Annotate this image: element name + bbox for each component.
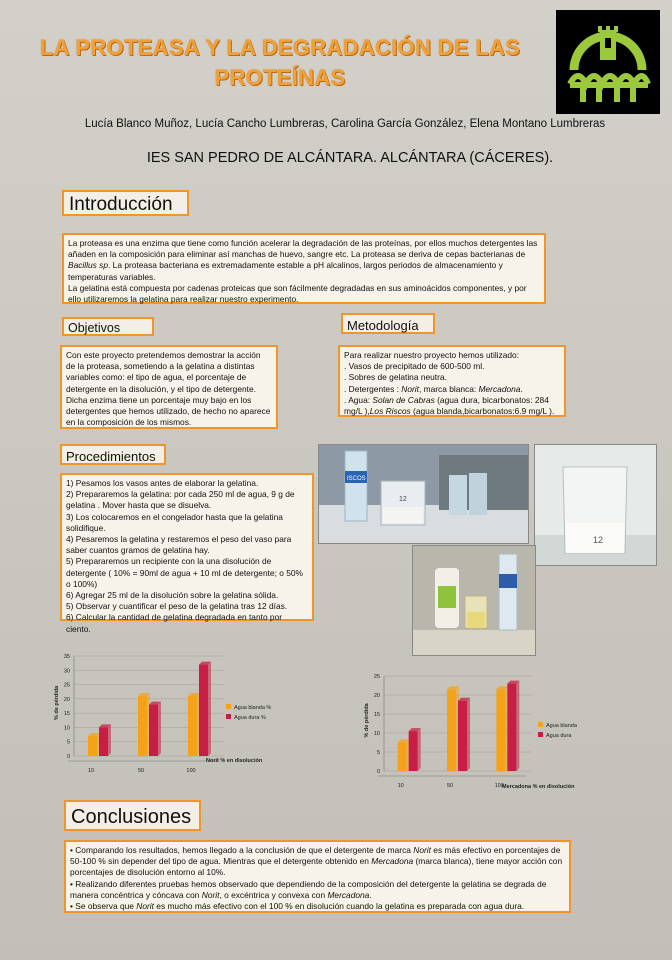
metodologia-heading: Metodología: [341, 313, 435, 334]
met-l5i2: Los Riscos: [369, 406, 411, 417]
met-l4i: Norit: [401, 383, 419, 394]
c2c: .: [369, 889, 372, 900]
y-tick-label: 30: [63, 668, 70, 675]
school-logo: [556, 10, 660, 114]
proc-step: 1) Pesamos los vasos antes de elaborar la gelatina.: [66, 478, 259, 488]
chart-mercadona: [340, 666, 580, 792]
proc-step: 4) Pesaremos la gelatina y restaremos el peso del vaso para saber cuantos gramos de gelatina hay.: [66, 534, 292, 556]
c3b: es mucho más efectivo con el 100 % en disolución cuando la gelatina es preparada con agua dura.: [153, 901, 525, 912]
c2i2: Mercadona: [327, 889, 370, 900]
bar-agua-dura: [507, 684, 516, 771]
poster-title: LA PROTEASA Y LA DEGRADACIÓN DE LAS PROTEÍNAS: [39, 35, 521, 90]
conclusion-bullet-2: [70, 879, 565, 901]
bar-side: [108, 724, 111, 756]
met-l4i2: Mercadona: [478, 383, 521, 394]
proc-step: 6) Calcular la cantidad de gelatina degradada en tanto por ciento.: [66, 612, 283, 634]
legend-swatch: [538, 722, 543, 727]
intro-text-a: La proteasa es una enzima que tiene como función acelerar la degradación de las proteínas, por ellos muchos detergentes las añaden en la composición para eliminar así manchas de huevo, sangre etc. La proteasa se deriva de cepas bacterianas de: [68, 238, 538, 260]
y-tick-label: 35: [63, 654, 70, 660]
y-tick-label: 25: [63, 682, 70, 689]
c3i: Norit: [136, 901, 154, 912]
y-axis-label: % de pérdida: [364, 703, 370, 738]
bar-agua-blanda: [188, 696, 197, 756]
beaker-label-2: 12: [593, 535, 604, 545]
y-tick-label: 15: [373, 712, 380, 718]
y-tick-label: 0: [376, 769, 380, 775]
legend-label: Agua dura: [546, 733, 572, 739]
met-l5c: (agua blanda,bicarbonatos:6.9 mg/L ).: [410, 406, 555, 417]
proc-step: 6) Agregar 25 ml de la disolución sobre la gelatina sólida.: [66, 590, 279, 601]
conclusiones-box: [64, 840, 571, 913]
met-l5i: Solan de Cabras: [372, 394, 435, 405]
legend-swatch: [226, 714, 231, 719]
chart-norit: [40, 648, 310, 776]
proc-step: 5) Prepararemos un recipiente con la una disolución de detergente ( 10% = 90ml de agua + 10 ml de detergente; o 50% o 100%): [66, 556, 303, 589]
bottle-label: ISCOS: [347, 476, 366, 482]
photo-beaker-gelatin: [534, 444, 657, 566]
c2i: Norit: [201, 889, 220, 900]
bar-agua-blanda: [496, 689, 505, 771]
conclusion-bullet-3: [70, 901, 565, 912]
metodologia-line-4: [344, 384, 560, 395]
legend-swatch: [226, 704, 231, 709]
procedimientos-heading: Procedimientos: [60, 444, 166, 465]
x-tick-label: 50: [446, 783, 454, 789]
c1c: (marca blanca), tiene mayor acción con porcentajes de disolución entorno al 10%.: [70, 856, 563, 878]
objetivos-box: [60, 345, 278, 429]
bar-side: [208, 662, 211, 756]
met-l4b: , marca blanca:: [418, 383, 479, 394]
c2b: , o excéntrica y convexa con: [219, 889, 328, 900]
metodologia-box: [338, 345, 566, 417]
castle-logo-icon: [556, 10, 660, 114]
intro-box: [62, 233, 546, 304]
x-tick-label: 50: [137, 768, 145, 774]
y-tick-label: 0: [66, 754, 70, 760]
x-tick-label: 10: [87, 768, 95, 774]
bar-side: [418, 728, 421, 771]
beaker-label: 12: [399, 496, 407, 503]
intro-heading: Introducción: [62, 190, 189, 216]
objetivos-heading: Objetivos: [62, 317, 154, 336]
met-l4a: . Detergentes :: [344, 383, 402, 394]
legend-label: Agua blanda %: [234, 705, 272, 711]
photo-beakers-bottle: [318, 444, 529, 544]
authors: Lucía Blanco Muñoz, Lucía Cancho Lumbreras, Carolina García González, Elena Montano Lumbreras: [84, 118, 606, 130]
bar-agua-dura: [458, 701, 467, 771]
bar-agua-blanda: [447, 689, 456, 771]
x-tick-label: 100: [494, 783, 504, 789]
proc-step: 3) Los colocaremos en el congelador hasta que la gelatina solidifique.: [66, 511, 283, 533]
bar-agua-blanda: [138, 696, 147, 756]
y-tick-label: 5: [66, 739, 70, 746]
bar-side: [516, 681, 519, 771]
met-l4c: .: [520, 383, 523, 394]
y-tick-label: 25: [373, 674, 380, 680]
c1a: • Comparando los resultados, hemos llegado a la conclusión de que el detergente de marca: [70, 845, 414, 855]
y-tick-label: 10: [373, 731, 380, 737]
x-tick-label: 100: [186, 768, 196, 774]
intro-paragraph-1: [68, 238, 540, 283]
proc-step: 2) Prepararemos la gelatina: por cada 250 ml de agua, 9 g de gelatina . Mover hasta que se disuelva.: [66, 489, 295, 511]
met-l5b: (agua dura, bicarbonatos: 284 mg/L ),: [344, 394, 549, 417]
bar-agua-blanda: [88, 736, 97, 756]
conclusion-bullet-1: [70, 845, 565, 879]
school-name: IES SAN PEDRO DE ALCÁNTARA. ALCÁNTARA (CÁCERES).: [146, 150, 554, 166]
metodologia-line-3: . Sobres de gelatina neutra.: [344, 372, 447, 383]
bar-agua-dura: [149, 705, 158, 756]
bar-agua-dura: [199, 665, 208, 756]
metodologia-line-2: . Vasos de precipitado de 600-500 ml.: [344, 361, 485, 372]
bar-agua-blanda: [398, 743, 407, 772]
x-tick-label: 10: [397, 783, 404, 789]
intro-text-b: . La proteasa bacteriana es extremadamente estable a pH alcalinos, largos periodos de almacenamiento y temperaturas variables.: [68, 260, 503, 282]
metodologia-line-1: Para realizar nuestro proyecto hemos utilizado:: [344, 350, 520, 360]
c1b: es más efectivo en porcentajes de 50-100 % sin depender del tipo de agua. Mientras que el detergente obtenido en: [70, 845, 561, 867]
intro-paragraph-2: La gelatina está compuesta por cadenas proteicas que son fácilmente degradadas en sus aminoácidos componentes, y por ello utilizaremos la gelatina para realizar nuestro experimento.: [68, 282, 527, 305]
c1i2: Mercadona: [371, 856, 414, 867]
y-tick-label: 10: [63, 725, 70, 732]
c2a: • Realizando diferentes pruebas hemos observado que dependiendo de la composición del detergente la gelatina se degrada de manera concéntrica y cóncava con: [70, 878, 547, 900]
photo-detergents: [412, 545, 536, 656]
c3a: • Se observa que: [70, 901, 137, 912]
conclusiones-heading: Conclusiones: [64, 800, 201, 831]
y-tick-label: 20: [63, 696, 70, 703]
y-tick-label: 20: [373, 693, 380, 699]
bar-agua-dura: [409, 731, 418, 771]
procedimientos-box: [60, 473, 314, 634]
bar-agua-dura: [99, 727, 108, 756]
bar-side: [467, 698, 470, 771]
y-axis-label: % de pérdida: [54, 685, 60, 720]
x-axis-label: Mercadona % en disolución: [502, 784, 575, 790]
legend-label: Agua blanda: [546, 723, 577, 729]
intro-text-italic: Bacillus sp: [68, 260, 109, 271]
proc-step: 5) Observar y cuantificar el peso de la gelatina tras 12 días.: [66, 601, 288, 612]
met-l5a: . Agua:: [344, 394, 373, 405]
c1i: Norit: [413, 845, 431, 855]
bar-side: [158, 702, 161, 756]
y-tick-label: 15: [63, 711, 70, 718]
legend-swatch: [538, 732, 543, 737]
y-tick-label: 5: [376, 750, 380, 756]
objetivos-text: Con este proyecto pretendemos demostrar la acción de la proteasa, sometiendo a la gelatina a distintas variables como: el tipo de agua, el porcentaje de detergente en la disolución, y el tipo de detergente. Dicha enzima tiene un porcentaje muy bajo en los detergentes que hemos utilizado, de hecho no aparece en la composición de los mismos.: [66, 350, 271, 428]
metodologia-line-5: [344, 395, 560, 417]
x-axis-label: Norit % en disolución: [206, 758, 263, 764]
legend-label: Agua dura %: [234, 715, 266, 721]
